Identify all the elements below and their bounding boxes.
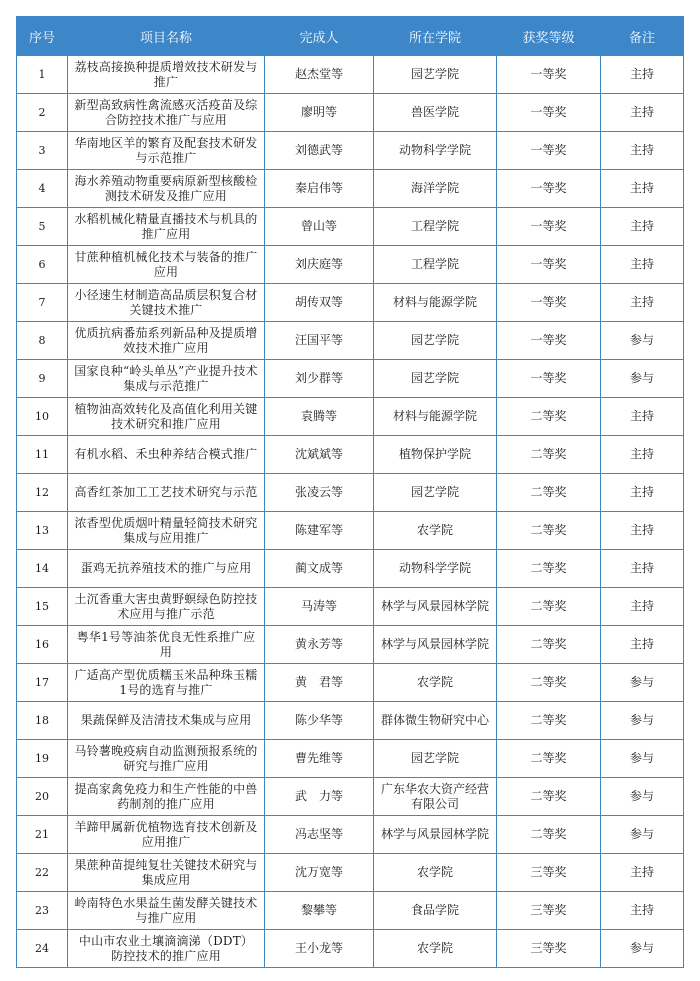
- header-remark: 备注: [601, 17, 684, 56]
- table-row: [17, 664, 684, 702]
- table-row: [17, 550, 684, 588]
- table-row: [17, 854, 684, 892]
- cell-college: 兽医学院: [374, 94, 497, 132]
- cell-college: 工程学院: [374, 246, 497, 284]
- cell-completed-by: 沈万宽等: [265, 854, 374, 892]
- cell-award-level: 二等奖: [497, 588, 601, 626]
- cell-index: 23: [17, 892, 68, 930]
- table-row: [17, 322, 684, 360]
- cell-index: 6: [17, 246, 68, 284]
- table-row: [17, 132, 684, 170]
- cell-college: 林学与风景园林学院: [374, 816, 497, 854]
- table-row: [17, 740, 684, 778]
- cell-completed-by: 刘德武等: [265, 132, 374, 170]
- cell-award-level: 二等奖: [497, 816, 601, 854]
- cell-project-name: 新型高致病性禽流感灭活疫苗及综合防控技术推广与应用: [68, 94, 265, 132]
- cell-completed-by: 黎攀等: [265, 892, 374, 930]
- table-row: [17, 94, 684, 132]
- cell-project-name: 提高家禽免疫力和生产性能的中兽药制剂的推广应用: [68, 778, 265, 816]
- table-row: [17, 930, 684, 968]
- cell-index: 1: [17, 56, 68, 94]
- cell-completed-by: 陈建军等: [265, 512, 374, 550]
- cell-project-name: 国家良种“岭头单丛”产业提升技术集成与示范推广: [68, 360, 265, 398]
- cell-project-name: 浓香型优质烟叶精量轻简技术研究集成与应用推广: [68, 512, 265, 550]
- cell-award-level: 二等奖: [497, 512, 601, 550]
- table-row: [17, 284, 684, 322]
- cell-completed-by: 廖明等: [265, 94, 374, 132]
- cell-project-name: 果蔬保鲜及洁清技术集成与应用: [68, 702, 265, 740]
- cell-remark: 参与: [601, 816, 684, 854]
- cell-project-name: 荔枝高接换种提质增效技术研发与推广: [68, 56, 265, 94]
- cell-completed-by: 袁腾等: [265, 398, 374, 436]
- table-row: [17, 892, 684, 930]
- cell-award-level: 一等奖: [497, 208, 601, 246]
- cell-project-name: 小径速生材制造高品质层积复合材关键技术推广: [68, 284, 265, 322]
- cell-award-level: 三等奖: [497, 854, 601, 892]
- cell-completed-by: 秦启伟等: [265, 170, 374, 208]
- cell-index: 2: [17, 94, 68, 132]
- header-row: [17, 17, 684, 56]
- cell-award-level: 一等奖: [497, 132, 601, 170]
- cell-completed-by: 赵杰堂等: [265, 56, 374, 94]
- cell-project-name: 广适高产型优质糯玉米品种珠玉糯1号的选育与推广: [68, 664, 265, 702]
- cell-index: 15: [17, 588, 68, 626]
- header-award-level: 获奖等级: [497, 17, 601, 56]
- cell-index: 7: [17, 284, 68, 322]
- cell-completed-by: 沈斌斌等: [265, 436, 374, 474]
- cell-college: 园艺学院: [374, 56, 497, 94]
- cell-college: 植物保护学院: [374, 436, 497, 474]
- cell-completed-by: 汪国平等: [265, 322, 374, 360]
- cell-project-name: 土沉香重大害虫黄野螟绿色防控技术应用与推广示范: [68, 588, 265, 626]
- table-row: [17, 360, 684, 398]
- cell-index: 11: [17, 436, 68, 474]
- table-row: [17, 626, 684, 664]
- cell-completed-by: 王小龙等: [265, 930, 374, 968]
- cell-completed-by: 武 力等: [265, 778, 374, 816]
- cell-project-name: 海水养殖动物重要病原新型核酸检测技术研发及推广应用: [68, 170, 265, 208]
- cell-remark: 主持: [601, 246, 684, 284]
- cell-remark: 主持: [601, 170, 684, 208]
- cell-index: 18: [17, 702, 68, 740]
- cell-college: 农学院: [374, 930, 497, 968]
- cell-index: 17: [17, 664, 68, 702]
- cell-remark: 主持: [601, 626, 684, 664]
- cell-index: 14: [17, 550, 68, 588]
- cell-award-level: 二等奖: [497, 436, 601, 474]
- cell-college: 材料与能源学院: [374, 398, 497, 436]
- cell-remark: 主持: [601, 550, 684, 588]
- cell-completed-by: 曹先维等: [265, 740, 374, 778]
- cell-award-level: 一等奖: [497, 284, 601, 322]
- table-row: [17, 436, 684, 474]
- cell-index: 3: [17, 132, 68, 170]
- cell-remark: 主持: [601, 208, 684, 246]
- header-college: 所在学院: [374, 17, 497, 56]
- table-row: [17, 170, 684, 208]
- cell-completed-by: 刘少群等: [265, 360, 374, 398]
- cell-college: 园艺学院: [374, 322, 497, 360]
- cell-completed-by: 曾山等: [265, 208, 374, 246]
- cell-index: 13: [17, 512, 68, 550]
- cell-award-level: 二等奖: [497, 740, 601, 778]
- cell-remark: 主持: [601, 512, 684, 550]
- cell-award-level: 三等奖: [497, 930, 601, 968]
- cell-remark: 主持: [601, 132, 684, 170]
- table-row: [17, 398, 684, 436]
- cell-project-name: 高香红茶加工工艺技术研究与示范: [68, 474, 265, 512]
- cell-index: 24: [17, 930, 68, 968]
- table-row: [17, 702, 684, 740]
- cell-college: 农学院: [374, 664, 497, 702]
- table-row: [17, 778, 684, 816]
- cell-award-level: 一等奖: [497, 94, 601, 132]
- cell-index: 19: [17, 740, 68, 778]
- cell-project-name: 蛋鸡无抗养殖技术的推广与应用: [68, 550, 265, 588]
- cell-award-level: 二等奖: [497, 664, 601, 702]
- cell-remark: 主持: [601, 56, 684, 94]
- cell-college: 材料与能源学院: [374, 284, 497, 322]
- cell-project-name: 水稻机械化精量直播技术与机具的推广应用: [68, 208, 265, 246]
- cell-project-name: 羊蹄甲属新优植物选育技术创新及应用推广: [68, 816, 265, 854]
- cell-project-name: 中山市农业土壤滴滴涕（DDT）防控技术的推广应用: [68, 930, 265, 968]
- cell-completed-by: 蔺文成等: [265, 550, 374, 588]
- awards-table: [16, 16, 684, 968]
- cell-remark: 参与: [601, 664, 684, 702]
- cell-college: 动物科学学院: [374, 550, 497, 588]
- cell-remark: 参与: [601, 930, 684, 968]
- cell-award-level: 二等奖: [497, 398, 601, 436]
- cell-project-name: 甘蔗种植机械化技术与装备的推广应用: [68, 246, 265, 284]
- cell-completed-by: 冯志坚等: [265, 816, 374, 854]
- cell-college: 园艺学院: [374, 360, 497, 398]
- cell-completed-by: 张凌云等: [265, 474, 374, 512]
- cell-project-name: 果蔗种苗提纯复壮关键技术研究与集成应用: [68, 854, 265, 892]
- cell-index: 20: [17, 778, 68, 816]
- cell-index: 8: [17, 322, 68, 360]
- cell-remark: 参与: [601, 778, 684, 816]
- cell-college: 动物科学学院: [374, 132, 497, 170]
- cell-project-name: 华南地区羊的繁育及配套技术研发与示范推广: [68, 132, 265, 170]
- cell-index: 5: [17, 208, 68, 246]
- cell-completed-by: 黄永芳等: [265, 626, 374, 664]
- cell-college: 海洋学院: [374, 170, 497, 208]
- cell-award-level: 一等奖: [497, 246, 601, 284]
- cell-college: 林学与风景园林学院: [374, 588, 497, 626]
- cell-college: 食品学院: [374, 892, 497, 930]
- cell-award-level: 二等奖: [497, 626, 601, 664]
- cell-project-name: 有机水稻、禾虫种养结合模式推广: [68, 436, 265, 474]
- cell-award-level: 二等奖: [497, 702, 601, 740]
- cell-index: 21: [17, 816, 68, 854]
- cell-index: 12: [17, 474, 68, 512]
- table-row: [17, 208, 684, 246]
- cell-college: 工程学院: [374, 208, 497, 246]
- cell-award-level: 一等奖: [497, 360, 601, 398]
- cell-project-name: 粤华1号等油茶优良无性系推广应用: [68, 626, 265, 664]
- cell-remark: 参与: [601, 740, 684, 778]
- cell-index: 22: [17, 854, 68, 892]
- cell-remark: 主持: [601, 854, 684, 892]
- table-header: [17, 17, 684, 56]
- cell-completed-by: 刘庆庭等: [265, 246, 374, 284]
- cell-college: 农学院: [374, 854, 497, 892]
- cell-award-level: 一等奖: [497, 322, 601, 360]
- cell-index: 10: [17, 398, 68, 436]
- cell-project-name: 优质抗病番茄系列新品种及提质增效技术推广应用: [68, 322, 265, 360]
- header-index: 序号: [17, 17, 68, 56]
- cell-remark: 主持: [601, 398, 684, 436]
- table-row: [17, 474, 684, 512]
- cell-award-level: 三等奖: [497, 892, 601, 930]
- header-completed-by: 完成人: [265, 17, 374, 56]
- cell-index: 9: [17, 360, 68, 398]
- cell-college: 广东华农大资产经营有限公司: [374, 778, 497, 816]
- cell-award-level: 一等奖: [497, 56, 601, 94]
- cell-award-level: 一等奖: [497, 170, 601, 208]
- table-row: [17, 56, 684, 94]
- cell-remark: 主持: [601, 892, 684, 930]
- table-body: [17, 56, 684, 968]
- cell-award-level: 二等奖: [497, 474, 601, 512]
- cell-completed-by: 胡传双等: [265, 284, 374, 322]
- cell-college: 园艺学院: [374, 740, 497, 778]
- cell-index: 16: [17, 626, 68, 664]
- cell-project-name: 植物油高效转化及高值化利用关键技术研究和推广应用: [68, 398, 265, 436]
- cell-project-name: 岭南特色水果益生菌发酵关键技术与推广应用: [68, 892, 265, 930]
- cell-award-level: 二等奖: [497, 550, 601, 588]
- table-row: [17, 816, 684, 854]
- cell-completed-by: 陈少华等: [265, 702, 374, 740]
- cell-completed-by: 马涛等: [265, 588, 374, 626]
- cell-remark: 主持: [601, 94, 684, 132]
- cell-college: 农学院: [374, 512, 497, 550]
- cell-remark: 主持: [601, 588, 684, 626]
- cell-remark: 参与: [601, 360, 684, 398]
- cell-remark: 参与: [601, 322, 684, 360]
- cell-college: 群体微生物研究中心: [374, 702, 497, 740]
- table-row: [17, 588, 684, 626]
- cell-remark: 主持: [601, 474, 684, 512]
- table-row: [17, 246, 684, 284]
- header-project-name: 项目名称: [68, 17, 265, 56]
- awards-table-container: [16, 16, 683, 968]
- cell-college: 林学与风景园林学院: [374, 626, 497, 664]
- cell-project-name: 马铃薯晚疫病自动监测预报系统的研究与推广应用: [68, 740, 265, 778]
- cell-completed-by: 黄 君等: [265, 664, 374, 702]
- table-row: [17, 512, 684, 550]
- cell-award-level: 二等奖: [497, 778, 601, 816]
- cell-college: 园艺学院: [374, 474, 497, 512]
- cell-remark: 主持: [601, 284, 684, 322]
- cell-remark: 主持: [601, 436, 684, 474]
- cell-index: 4: [17, 170, 68, 208]
- cell-remark: 参与: [601, 702, 684, 740]
